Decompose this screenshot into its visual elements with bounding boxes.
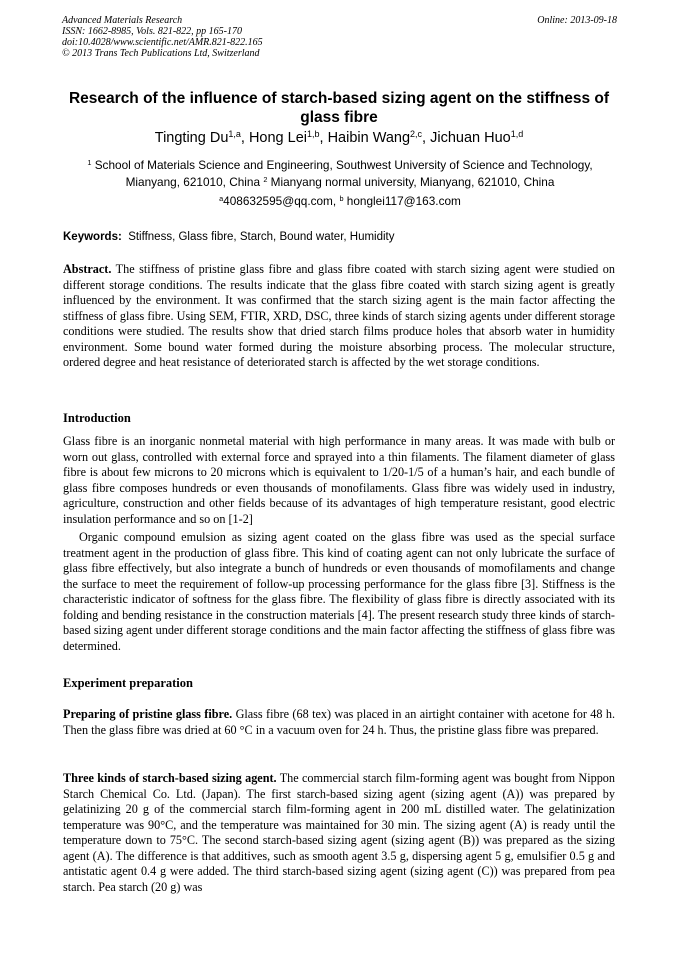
author-list: Tingting Du$^{1,a}$, Hong Lei$^{1,b}$, Haibin Wang$^{2,c}$, Jichuan Huo$^{1,d}$: [154, 129, 524, 146]
section-heading-experiment: Experiment preparation: [63, 676, 193, 690]
journal-name: Advanced Materials Research: [62, 15, 183, 26]
author-affil-mark: 1,d: [510, 129, 524, 140]
online-date: Online: 2013-09-18: [537, 15, 617, 26]
author-name: Jichuan Huo: [430, 130, 511, 146]
email-mark: a: [219, 193, 224, 203]
author-affil-mark: 1,a: [228, 129, 241, 140]
affiliation-2: Mianyang normal university, Mianyang, 621010, China: [270, 174, 555, 189]
copyright-line: © 2013 Trans Tech Publications Ltd, Switzerland: [62, 48, 260, 59]
paragraph-lead: Three kinds of starch-based sizing agent.: [63, 771, 277, 785]
introduction-paragraph: Glass fibre is an inorganic nonmetal material with high performance in many areas. It was made with bulb or worn out glass, controlled with external force and sprayed into a thin filaments. The filament diameter of glass fibre is about few microns to 20 microns which is equivalent to 1/20-1/5 of a human’s hair, and each bundle of glass fibre composes hundreds or even thousands of monofilaments. Glass fibre was widely used in industry, agriculture, construction and other fields because of its advantages of high temperature resistant, good electric insulation performance and so on [1-2]: [63, 434, 615, 526]
experiment-paragraph: [63, 707, 615, 738]
author-affil-mark: 1,b: [307, 129, 320, 140]
doi-link[interactable]: doi:10.4028/www.scientific.net/AMR.821-822.165: [62, 37, 263, 48]
keywords: [63, 230, 618, 245]
keywords-label: Keywords:: [63, 231, 122, 243]
affil-mark: 1: [87, 157, 92, 167]
experiment-paragraph: [63, 771, 615, 895]
paragraph-text: The commercial starch film-forming agent was bought from Nippon Starch Chemical Co. Ltd. (Japan). The first starch-based sizing agent (sizing agent (A)) was prepared by gelatinizing 20 g of the commercial starch film-forming agent in 200 mL distilled water. The gelatinization temperature was 90°C, and the temperature was maintained for 30 min. The sizing agent (A) is ready until the temperature down to 75°C. The second starch-based sizing agent (sizing agent (B)) was prepared as the sizing agent (A). The difference is that additives, such as smooth agent 3.5 g, dispersing agent 5 g, emulsifier 0.5 g and antistatic agent 0.4 g were added. The third starch-based sizing agent (sizing agent (C)) was prepared from pea starch. Pea starch (20 g) was: [63, 771, 615, 894]
section-heading-introduction: Introduction: [63, 411, 131, 425]
affiliations: [62, 157, 618, 190]
author-name: Hong Lei: [248, 130, 307, 146]
author-affil-mark: 2,c: [410, 129, 423, 140]
issn-line: ISSN: 1662-8985, Vols. 821-822, pp 165-170: [62, 26, 242, 37]
affiliation-1: School of Materials Science and Engineering, Southwest University of Science and Technology, Mianyang, 621010, China: [94, 158, 593, 189]
author-name: Haibin Wang: [327, 130, 411, 146]
email-mark: b: [339, 193, 344, 203]
abstract-text: The stiffness of pristine glass fibre and glass fibre coated with starch sizing agent were studied on different storage conditions. The results indicate that the glass fibre coated with starch sizing agent is greatly influenced by the environment. It was confirmed that the starch sizing agent is the main factor affecting the stiffness of glass fibre. Using SEM, FTIR, XRD, DSC, three kinds of starch sizing agents under different storage conditions were studied. The results show that dried starch films produce holes that absorb water in humidity environment. Some bound water formed during the moisture absorbing process. The molecular structure, ordered degree and heat resistance of deteriorated starch is affected by the wet storage conditions.: [63, 262, 615, 369]
email-link[interactable]: 408632595@qq.com,: [223, 194, 337, 208]
introduction-paragraph: Organic compound emulsion as sizing agent coated on the glass fibre was used as the special surface treatment agent in the production of glass fibre. This kind of coating agent can not only lubricate the surface of glass fibre effectively, but also integrate a bunch of hundreds or even thousands of momofilaments and change the surface to meet the requirement of follow-up processing performance for the glass fibre [3]. Stiffness is the characteristic indicator of softness for the glass fibre. The flexibility of glass fibre is directly associated with its folding and bending resistance in the construction materials [4]. The present research study three kinds of starch-based sizing agent under different storage conditions and the main factor affecting the stiffness of glass fibre was determined.: [63, 530, 615, 653]
paragraph-lead: Preparing of pristine glass fibre.: [63, 707, 233, 721]
journal-header: [62, 15, 617, 59]
author-name: Tingting Du: [154, 130, 229, 146]
abstract-label: Abstract.: [63, 262, 112, 276]
keywords-text: Stiffness, Glass fibre, Starch, Bound water, Humidity: [128, 231, 395, 243]
affil-mark: 2: [263, 174, 268, 184]
abstract: [63, 262, 615, 371]
paper-title: Research of the influence of starch-based sizing agent on the stiffness of glass fibre: [68, 90, 609, 126]
paragraph-text: Glass fibre (68 tex) was placed in an airtight container with acetone for 48 h. Then the glass fibre was dried at 60 °C in a vacuum oven for 24 h. Thus, the pristine glass fibre was prepared.: [63, 707, 615, 737]
email-link[interactable]: honglei117@163.com: [346, 194, 461, 208]
author-emails: [62, 193, 618, 209]
